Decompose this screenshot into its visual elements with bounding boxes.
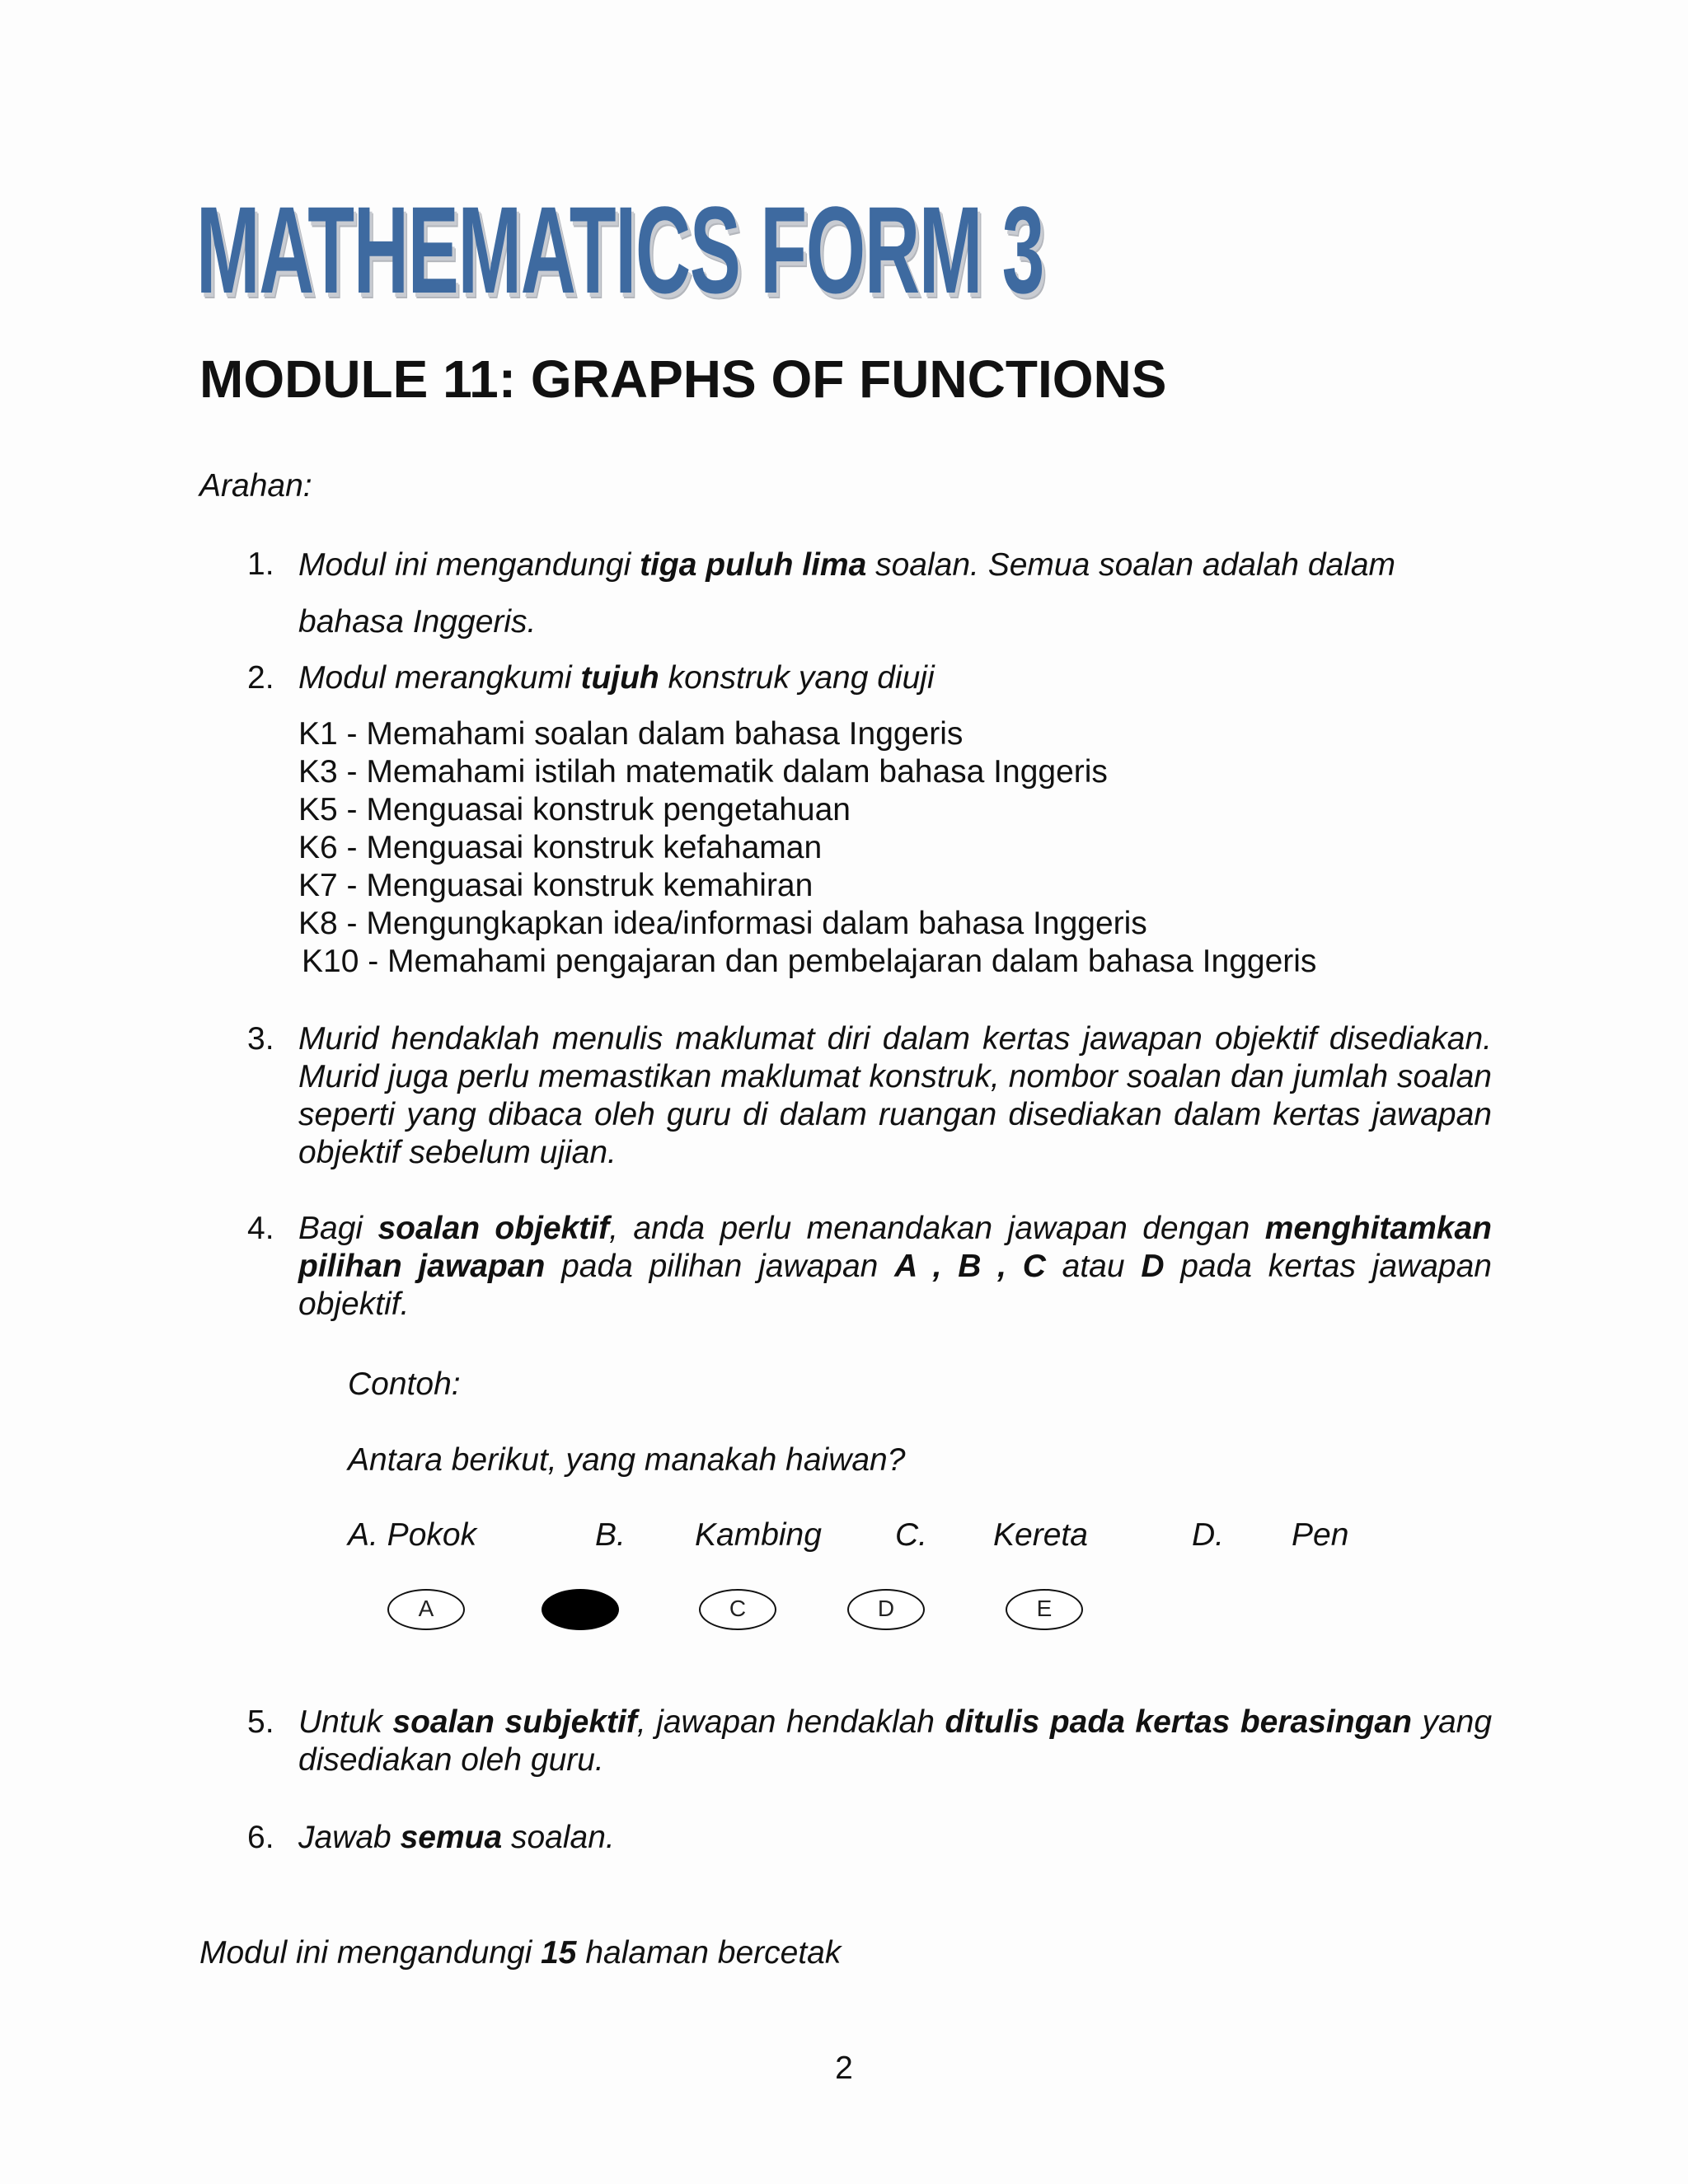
emphasis-text: D (1141, 1249, 1165, 1284)
body-text: soalan. Semua soalan adalah dalam bahasa Inggeris. (298, 547, 1396, 640)
page-count-post: halaman bercetak (576, 1935, 842, 1971)
body-text: pada kertas jawapan objektif. (298, 1249, 1492, 1322)
option-d-letter: D. (1192, 1517, 1224, 1553)
answer-bubble[interactable]: D (847, 1589, 925, 1630)
emphasis-text: soalan subjektif (392, 1704, 637, 1740)
emphasis-text: semua (400, 1820, 503, 1855)
instruction-item-1 (247, 546, 1492, 640)
option-d-text: Pen (1292, 1517, 1349, 1553)
body-text: Jawab (298, 1820, 401, 1855)
emphasis-text: A , B , C (894, 1249, 1046, 1284)
emphasis-text: menghitamkan pilihan jawapan (298, 1211, 1492, 1284)
emphasis-text: soalan objektif (377, 1211, 610, 1246)
body-text: , anda perlu menandakan jawapan dengan (609, 1211, 1265, 1246)
option-c-letter: C. (895, 1517, 927, 1553)
body-text: Modul merangkumi (298, 660, 581, 696)
item-number: 6. (247, 1820, 274, 1855)
emphasis-text: tiga puluh lima (640, 547, 867, 583)
body-text: atau (1045, 1249, 1142, 1284)
item-text (298, 1819, 1492, 1857)
emphasis-text: ditulis pada kertas berasingan (945, 1704, 1412, 1740)
body-text: konstruk yang diuji (659, 660, 935, 696)
item-number: 3. (247, 1021, 274, 1057)
body-text: Bagi (298, 1211, 378, 1246)
instructions-heading: Arahan: (199, 468, 312, 504)
item-text (298, 537, 1452, 650)
konstruk-item: K10 - Memahami pengajaran dan pembelajaran dalam bahasa Inggeris (302, 944, 1317, 979)
item-text (298, 1210, 1492, 1324)
konstruk-item: K7 - Menguasai konstruk kemahiran (298, 868, 814, 903)
example-label: Contoh: (348, 1366, 461, 1402)
body-text: Modul ini mengandungi (298, 547, 640, 583)
konstruk-list (298, 715, 1316, 981)
example-question: Antara berikut, yang manakah haiwan? (348, 1442, 906, 1478)
item-text (298, 1020, 1492, 1172)
konstruk-item: K1 - Memahami soalan dalam bahasa Inggeris (298, 716, 964, 752)
konstruk-item: K5 - Menguasai konstruk pengetahuan (298, 792, 851, 827)
page-count-note (199, 1937, 841, 1969)
answer-bubble[interactable]: C (699, 1589, 776, 1630)
option-b-text: Kambing (695, 1517, 822, 1553)
module-title: MODULE 11: GRAPHS OF FUNCTIONS (199, 349, 1167, 409)
item-number: 2. (247, 660, 274, 696)
subject-banner: MATHEMATICS FORM 3 (196, 180, 1044, 319)
body-text: , jawapan hendaklah (636, 1704, 945, 1740)
body-text: yang disediakan oleh guru. (298, 1704, 1493, 1778)
body-text: pada pilihan jawapan (545, 1249, 895, 1284)
konstruk-item: K8 - Mengungkapkan idea/informasi dalam bahasa Inggeris (298, 906, 1147, 941)
option-b-letter: B. (595, 1517, 626, 1553)
emphasis-text: tujuh (580, 660, 659, 696)
body-text: Untuk (298, 1704, 393, 1740)
answer-bubble[interactable]: A (387, 1589, 465, 1630)
answer-bubble[interactable]: E (1006, 1589, 1083, 1630)
item-number: 5. (247, 1704, 274, 1740)
konstruk-item: K6 - Menguasai konstruk kefahaman (298, 830, 823, 865)
page-number: 2 (835, 2050, 853, 2086)
body-text: Murid hendaklah menulis maklumat diri dalam kertas jawapan objektif disediakan. Murid juga perlu memastikan maklumat konstruk, nombor soalan dan jumlah soalan seperti yang dibaca oleh guru di dalam ruangan disediakan dalam kertas jawapan objektif sebelum ujian. (298, 1021, 1492, 1170)
page-count-pre: Modul ini mengandungi (199, 1935, 542, 1971)
item-number: 4. (247, 1211, 274, 1246)
page-count-value: 15 (541, 1935, 577, 1971)
body-text: soalan. (502, 1820, 615, 1855)
option-c-text: Kereta (993, 1517, 1088, 1553)
option-a: A. Pokok (348, 1517, 477, 1553)
item-text (298, 1704, 1492, 1779)
item-text (298, 659, 1492, 697)
item-number: 1. (247, 546, 274, 582)
konstruk-item: K3 - Memahami istilah matematik dalam bahasa Inggeris (298, 754, 1108, 790)
answer-bubble[interactable] (542, 1589, 619, 1630)
